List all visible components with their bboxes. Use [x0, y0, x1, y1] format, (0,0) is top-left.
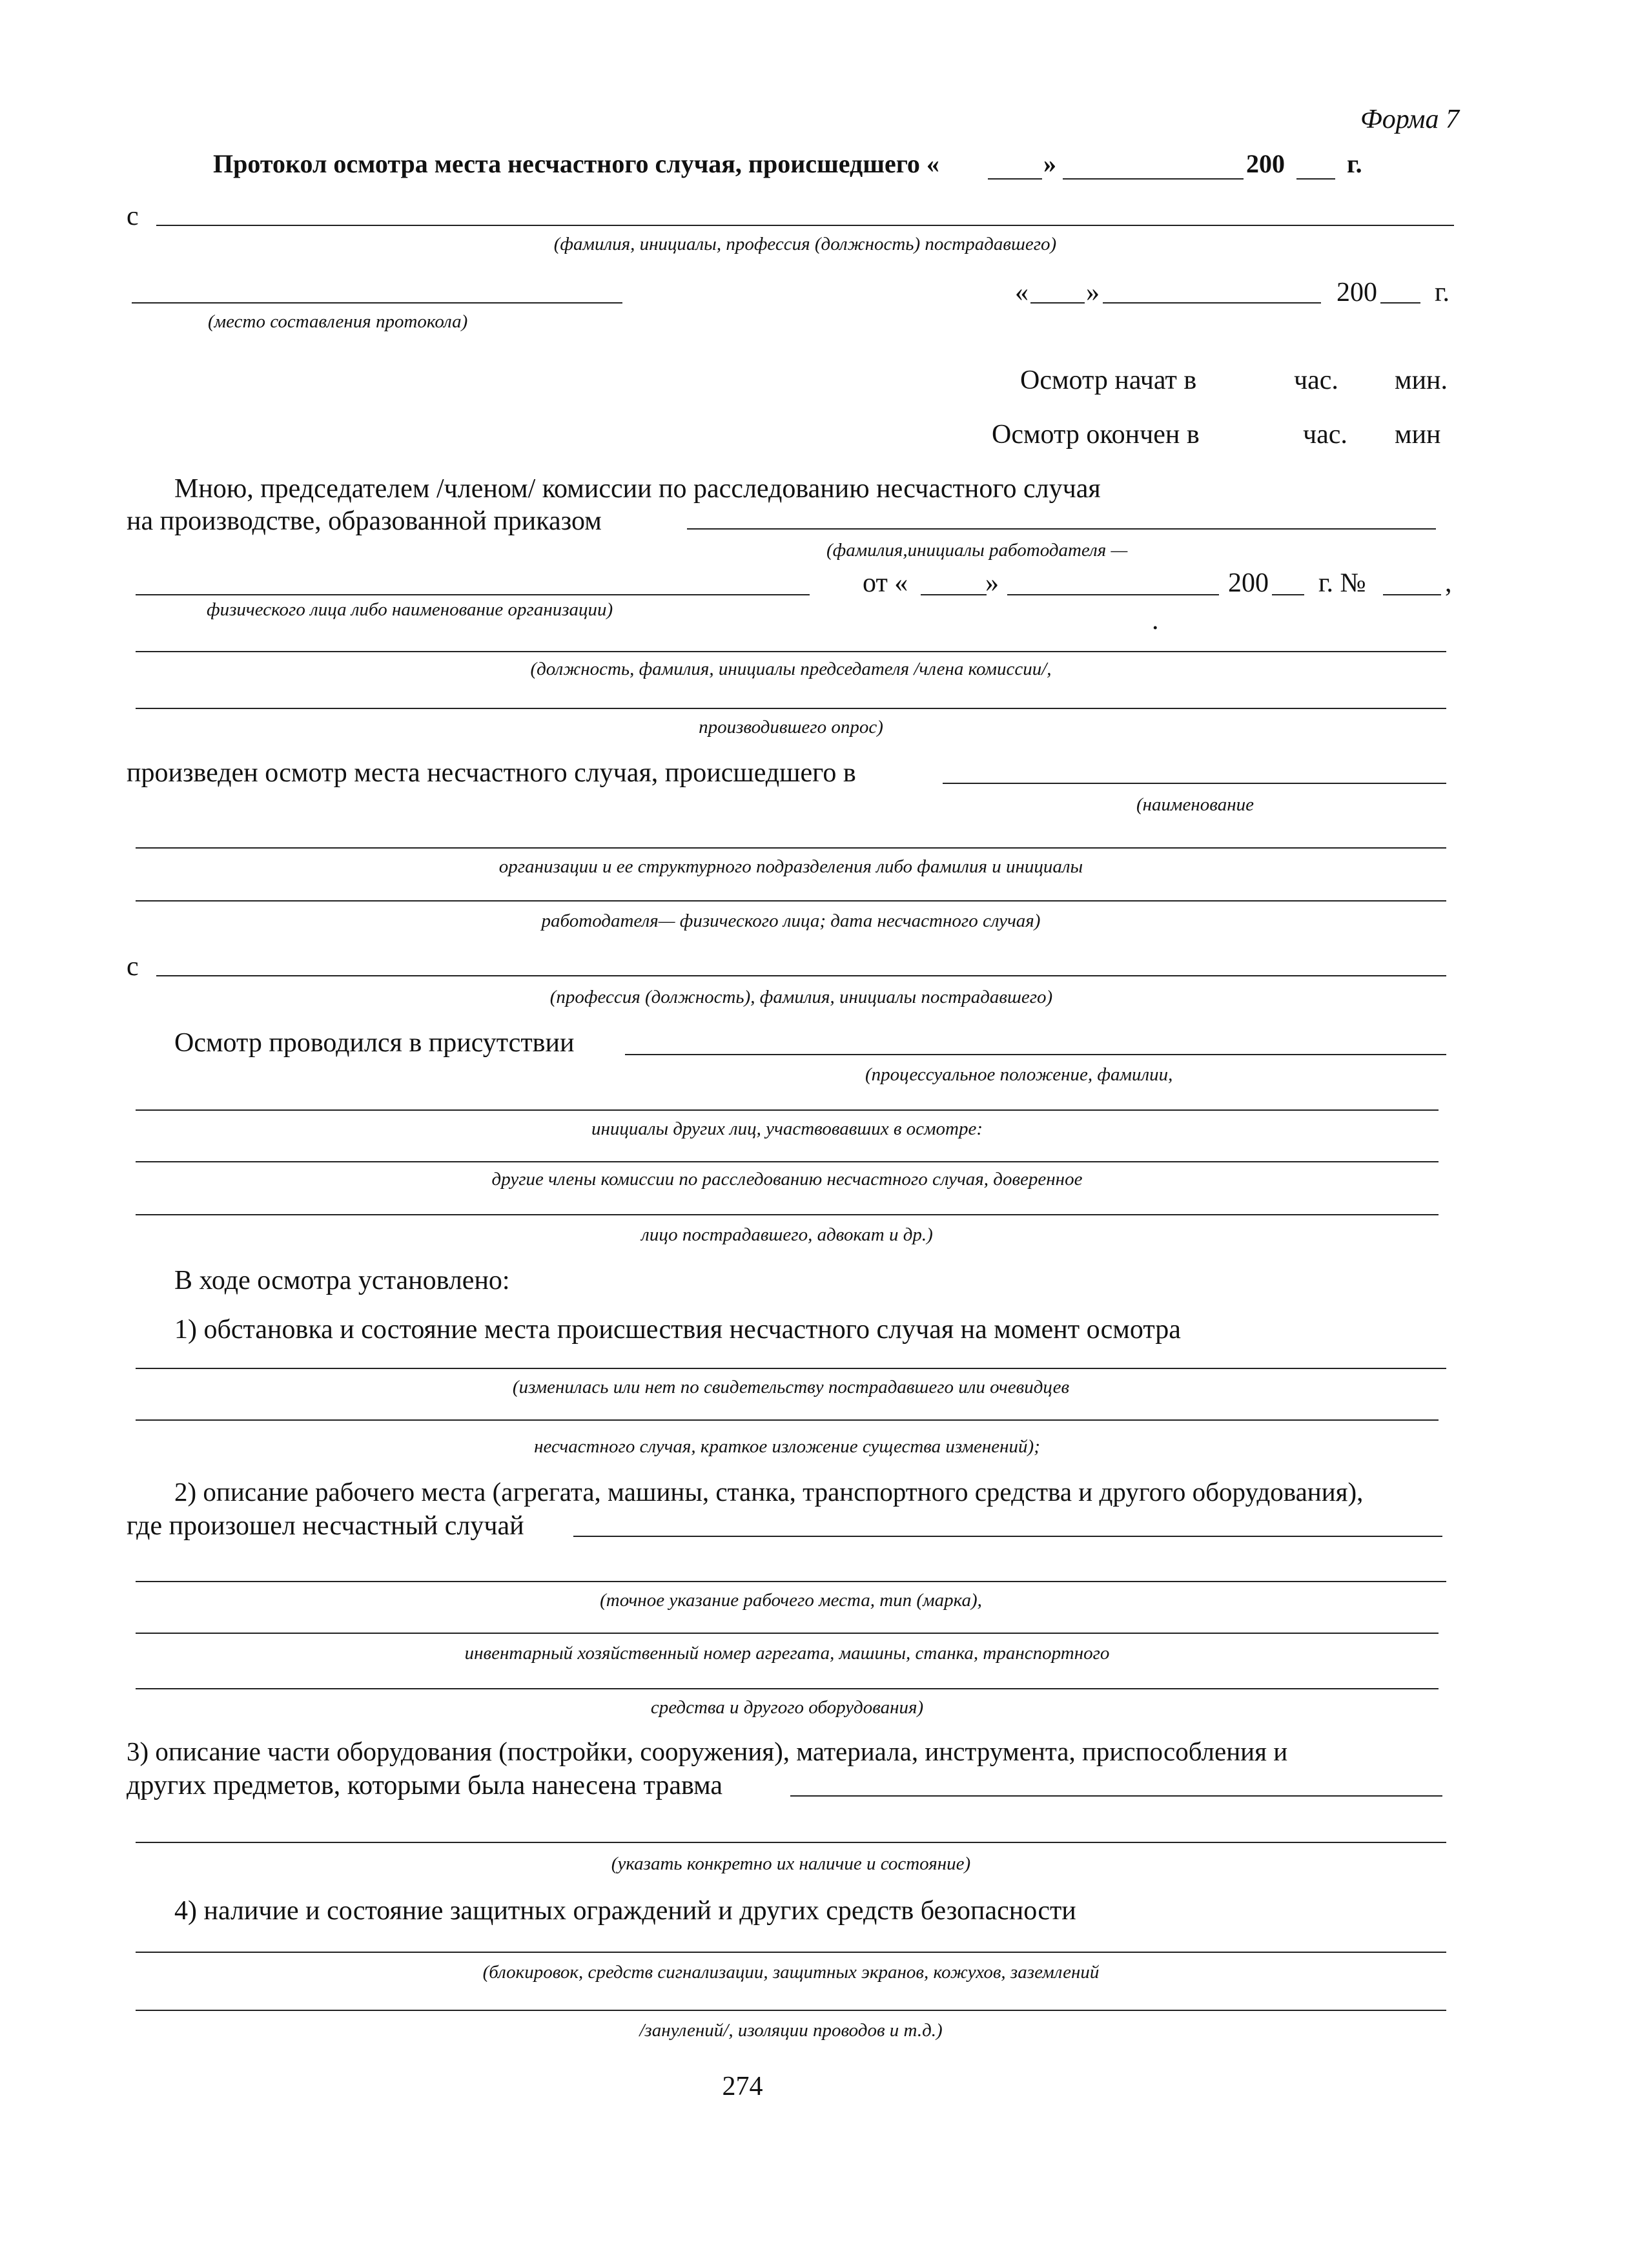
place-hint: (место составления протокола)	[208, 311, 468, 332]
victim-field-2[interactable]	[156, 975, 1446, 976]
title-day-field[interactable]	[988, 178, 1042, 180]
date-month-field[interactable]	[1103, 302, 1321, 304]
presence-field-2[interactable]	[136, 1109, 1439, 1111]
order-day-field[interactable]	[921, 594, 987, 595]
employer-hint-1: (фамилия,инициалы работодателя —	[826, 540, 1128, 561]
item1-field[interactable]	[136, 1368, 1446, 1369]
document-title: Протокол осмотра места несчастного случая, происшедшего «	[213, 149, 939, 178]
item1-field-2[interactable]	[136, 1419, 1439, 1421]
employer-hint-2: физического лица либо наименование организации)	[207, 599, 613, 620]
presence-hint-1: (процессуальное положение, фамилии,	[865, 1064, 1173, 1085]
date-year-field[interactable]	[1380, 302, 1420, 304]
order-number-field[interactable]	[1383, 594, 1441, 595]
end-minutes: мин	[1395, 420, 1441, 449]
order-no: г. №	[1318, 568, 1366, 598]
presence-hint-3: другие члены комиссии по расследованию несчастного случая, доверенное	[491, 1169, 1083, 1190]
item2-hint-2: инвентарный хозяйственный номер агрегата, машины, станка, транспортного	[464, 1643, 1110, 1664]
victim-hint-2: (профессия (должность), фамилия, инициалы пострадавшего)	[549, 987, 1053, 1007]
title-quote-close: »	[1043, 149, 1056, 178]
date-quote-close: »	[1086, 278, 1100, 307]
organization-field-2[interactable]	[136, 847, 1446, 849]
date-g: г.	[1435, 278, 1449, 307]
stray-dot: .	[1152, 606, 1159, 635]
chairman-field-2[interactable]	[136, 708, 1446, 709]
item1-hint-2: несчастного случая, краткое изложение существа изменений);	[534, 1436, 1040, 1457]
victim-prefix: с	[127, 201, 139, 231]
organization-field-3[interactable]	[136, 900, 1446, 902]
organization-field[interactable]	[943, 783, 1446, 784]
intro-line-2: на производстве, образованной приказом	[127, 506, 602, 536]
victim-field[interactable]	[156, 225, 1454, 226]
item2-field[interactable]	[573, 1536, 1442, 1537]
intro-line-1: Мною, председателем /членом/ комиссии по расследованию несчастного случая	[174, 474, 1101, 504]
order-year: 200	[1228, 568, 1269, 598]
item2-hint-1: (точное указание рабочего места, тип (марка),	[600, 1590, 982, 1611]
item4-field-2[interactable]	[136, 2010, 1446, 2011]
order-month-field[interactable]	[1007, 594, 1219, 595]
title-g: г.	[1347, 149, 1362, 178]
org-hint-3: работодателя— физического лица; дата несчастного случая)	[541, 911, 1041, 931]
item2-text-1: 2) описание рабочего места (агрегата, машины, станка, транспортного средства и другого оборудования),	[174, 1477, 1364, 1507]
item2-field-3[interactable]	[136, 1633, 1439, 1634]
title-year-field[interactable]	[1296, 178, 1335, 180]
order-year-field[interactable]	[1272, 594, 1304, 595]
org-hint-2: организации и ее структурного подразделения либо фамилия и инициалы	[498, 856, 1083, 877]
end-hours: час.	[1303, 420, 1347, 449]
chairman-field[interactable]	[136, 651, 1446, 652]
page-number: 274	[722, 2072, 763, 2101]
order-quote-close: »	[985, 568, 999, 598]
presence-field-3[interactable]	[136, 1161, 1439, 1162]
item4-field[interactable]	[136, 1952, 1446, 1953]
victim-hint: (фамилия, инициалы, профессия (должность) пострадавшего)	[553, 234, 1057, 254]
item3-field-2[interactable]	[136, 1842, 1446, 1843]
item2-field-2[interactable]	[136, 1581, 1446, 1582]
title-year: 200	[1246, 149, 1285, 178]
established-text: В ходе осмотра установлено:	[174, 1266, 510, 1295]
performed-text: произведен осмотр места несчастного случая, происшедшего в	[127, 758, 856, 788]
with-prefix: с	[127, 952, 139, 982]
form-label: Форма 7	[1360, 105, 1459, 134]
order-issuer-field[interactable]	[687, 528, 1436, 530]
place-field[interactable]	[132, 302, 622, 304]
chairman-hint-1: (должность, фамилия, инициалы председателя /члена комиссии/,	[530, 659, 1052, 679]
end-label: Осмотр окончен в	[992, 420, 1200, 449]
chairman-hint-2: производившего опрос)	[699, 717, 883, 737]
order-comma: ,	[1445, 568, 1452, 598]
item2-field-4[interactable]	[136, 1688, 1439, 1689]
item1-hint-1: (изменилась или нет по свидетельству пострадавшего или очевидцев	[512, 1377, 1070, 1397]
item3-text-2: других предметов, которыми была нанесена травма	[127, 1771, 723, 1800]
start-label: Осмотр начат в	[1020, 366, 1197, 395]
presence-hint-2: инициалы других лиц, участвовавших в осмотре:	[591, 1119, 983, 1139]
item2-text-2: где произошел несчастный случай	[127, 1511, 524, 1541]
item1-text: 1) обстановка и состояние места происшествия несчастного случая на момент осмотра	[174, 1315, 1181, 1345]
title-month-field[interactable]	[1063, 178, 1244, 180]
item3-field[interactable]	[790, 1795, 1442, 1797]
item4-hint-1: (блокировок, средств сигнализации, защитных экранов, кожухов, заземлений	[482, 1962, 1100, 1983]
item4-text: 4) наличие и состояние защитных ограждений и других средств безопасности	[174, 1896, 1076, 1926]
order-from: от «	[863, 568, 908, 598]
date-day-field[interactable]	[1030, 302, 1085, 304]
date-year: 200	[1337, 278, 1377, 307]
item4-hint-2: /занулений/, изоляции проводов и т.д.)	[639, 2020, 943, 2041]
presence-text: Осмотр проводился в присутствии	[174, 1028, 575, 1058]
item2-hint-3: средства и другого оборудования)	[650, 1697, 924, 1718]
item3-hint: (указать конкретно их наличие и состояние)	[611, 1853, 971, 1874]
employer-field[interactable]	[136, 594, 810, 595]
item3-text-1: 3) описание части оборудования (постройки, сооружения), материала, инструмента, приспособления и	[127, 1737, 1288, 1766]
presence-field[interactable]	[625, 1054, 1446, 1055]
org-hint-1: (наименование	[1136, 794, 1254, 815]
start-minutes: мин.	[1395, 366, 1448, 395]
date-quote-open: «	[1015, 278, 1029, 307]
presence-field-4[interactable]	[136, 1214, 1439, 1215]
start-hours: час.	[1294, 366, 1338, 395]
presence-hint-4: лицо пострадавшего, адвокат и др.)	[641, 1224, 933, 1245]
